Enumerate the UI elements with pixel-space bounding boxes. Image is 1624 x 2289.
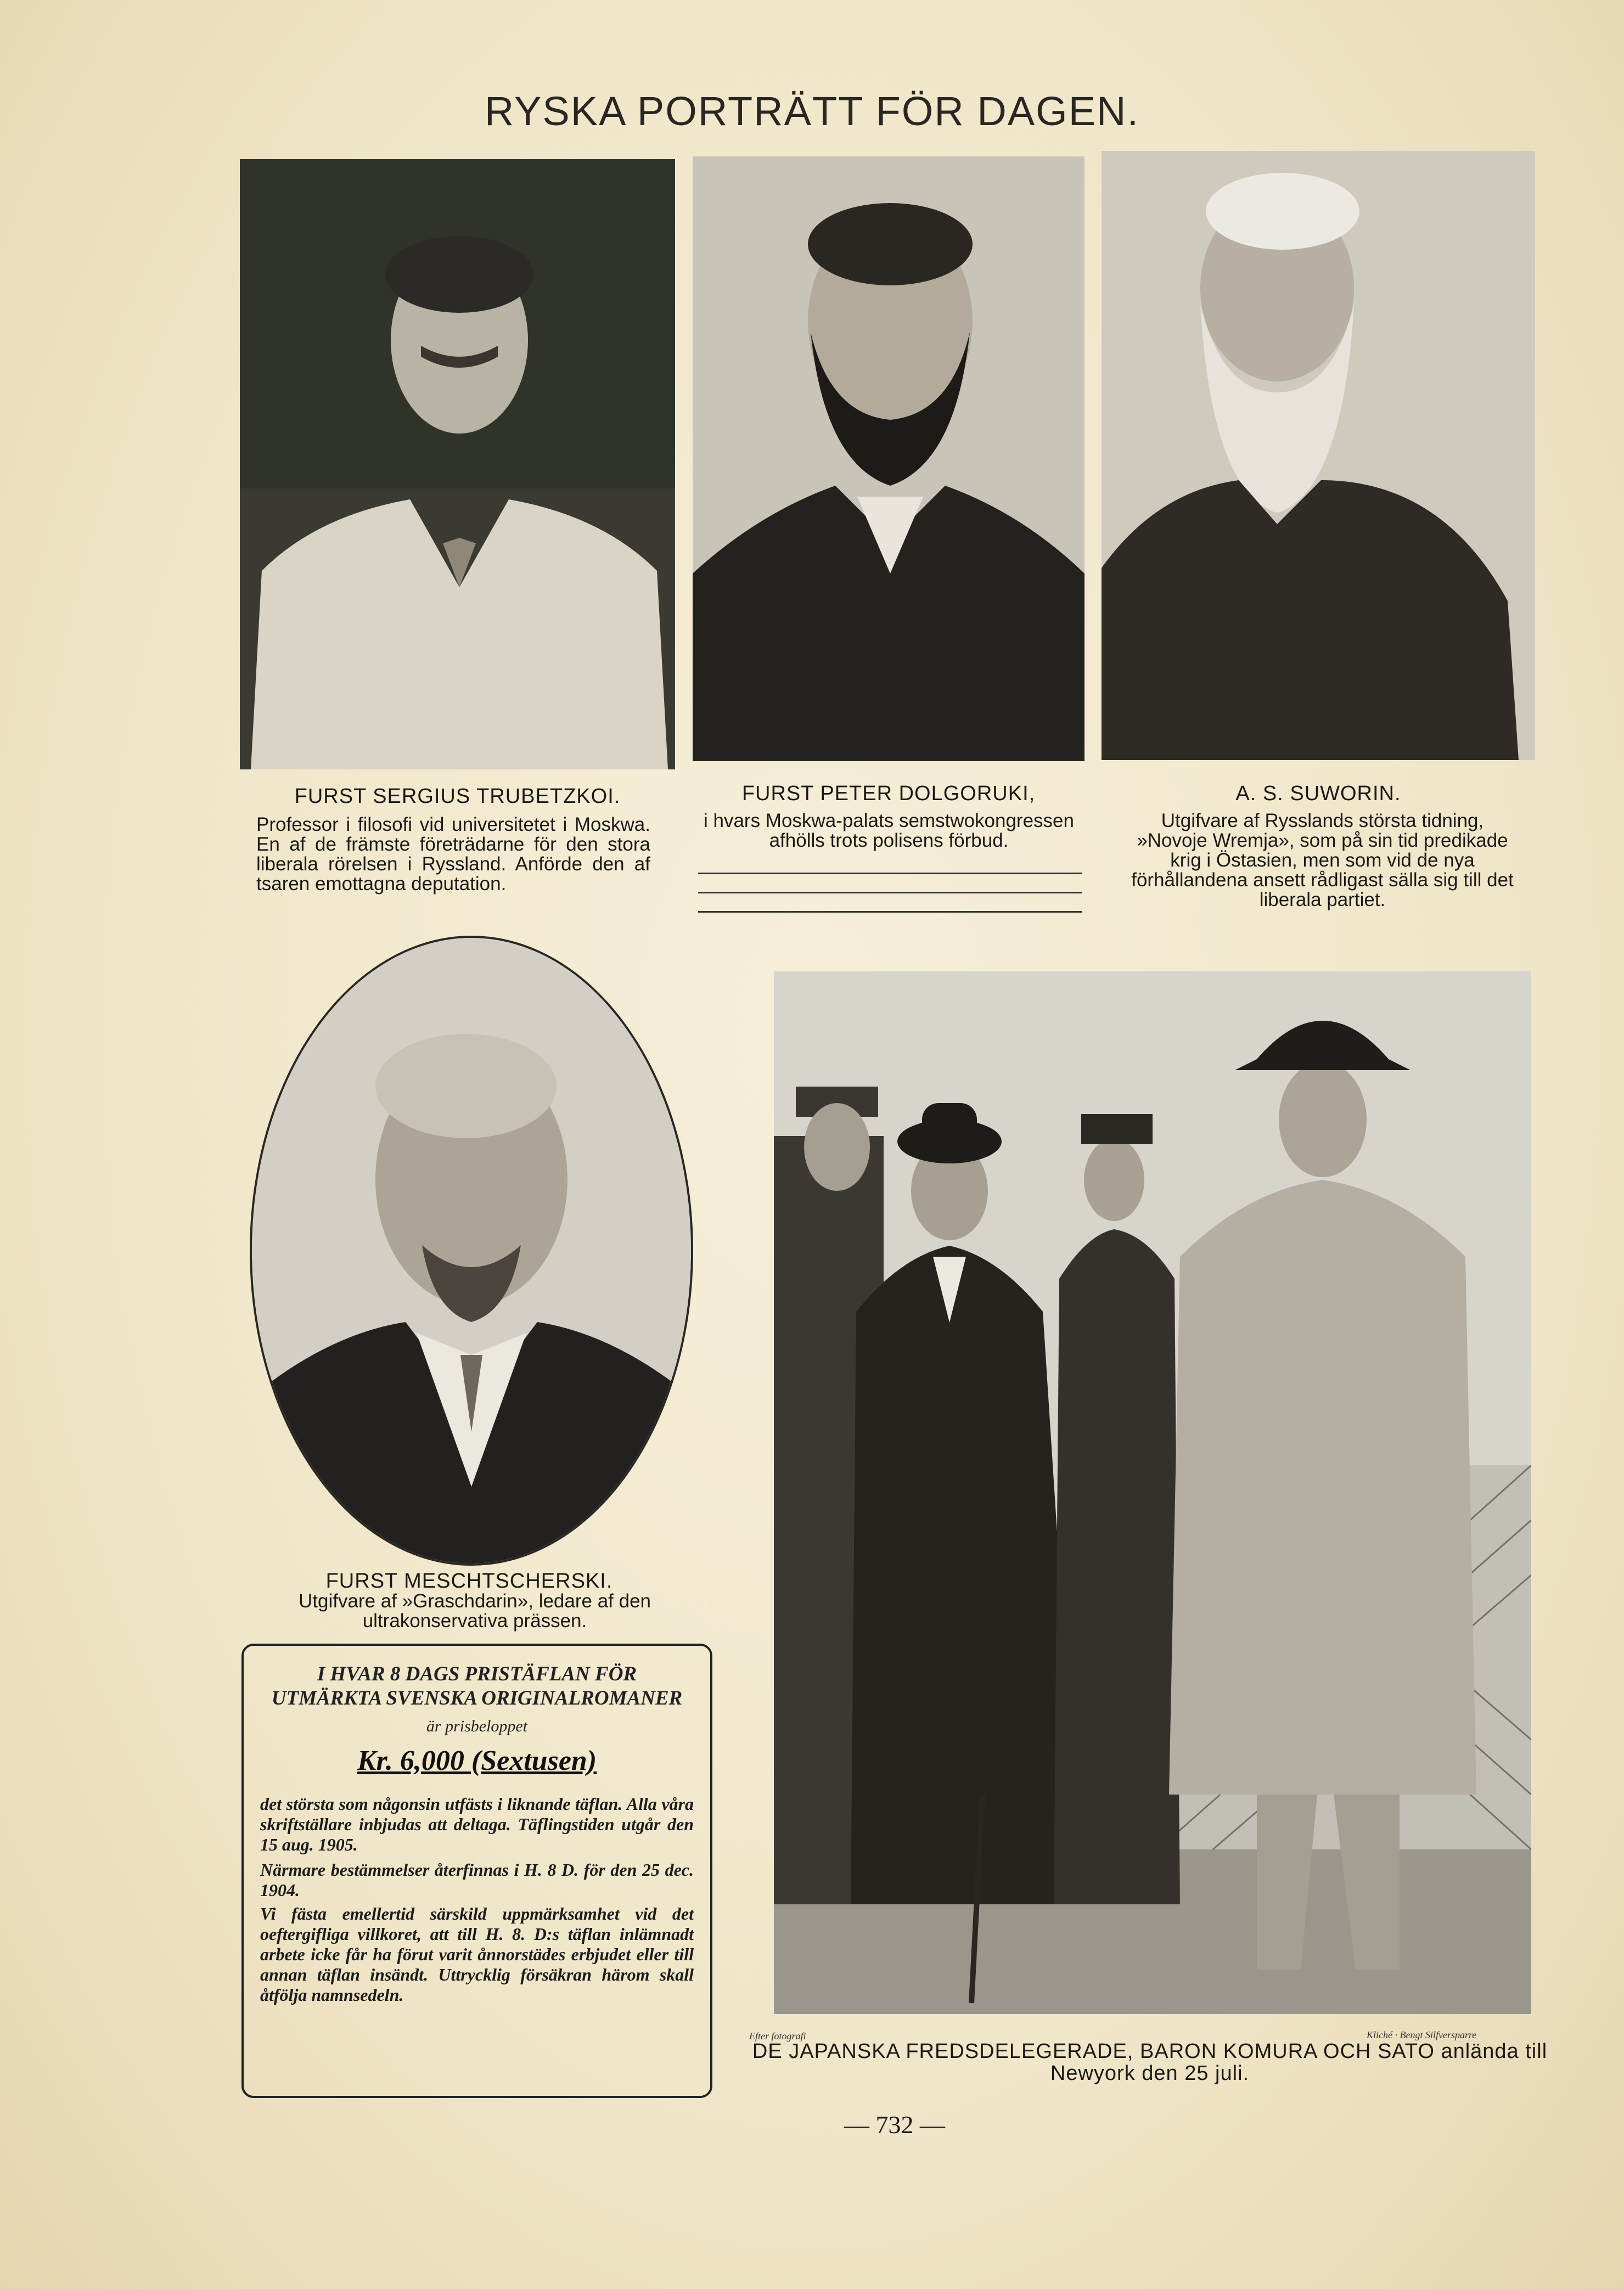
portrait-suworin-photo	[1102, 151, 1535, 760]
suworin-caption: Utgifvare af Rysslands största tidning, »Novoje Wremja», som på sin tid predikade krig i Östasien, men som vid de nya förhållandena ansett rådligast sälla sig till det liberala partiet.	[1131, 810, 1514, 910]
meschtscherski-caption: Utgifvare af »Graschdarin», ledare af den ultrakonservativa prässen.	[298, 1590, 651, 1632]
prize-amount: Kr. 6,000 (Sextusen)	[357, 1745, 597, 1776]
portrait-meschtscherski-photo	[250, 936, 693, 1566]
portrait-image	[252, 938, 691, 1564]
page-title: RYSKA PORTRÄTT FÖR DAGEN.	[484, 88, 1140, 134]
prize-announcement-box	[241, 1644, 712, 2098]
photo-credit-right: Kliché · Bengt Silfversparre	[1367, 2029, 1477, 2040]
delegates-group-photo	[774, 971, 1531, 2014]
group-photo-image	[774, 971, 1531, 2014]
trubetzkoi-name: FURST SERGIUS TRUBETZKOI.	[294, 785, 621, 808]
portrait-image	[693, 156, 1084, 761]
suworin-name: A. S. SUWORIN.	[1235, 782, 1401, 805]
divider-rule	[698, 873, 1082, 874]
portrait-image	[1102, 151, 1535, 760]
portrait-image	[240, 159, 675, 769]
dolgoruki-caption: i hvars Moskwa-palats semstwokongressen afhölls trots polisens förbud.	[704, 810, 1074, 851]
prize-heading: I HVAR 8 DAGS PRISTÄFLAN FÖR UTMÄRKTA SVENSKA ORIGINALROMANER	[271, 1663, 683, 1709]
trubetzkoi-caption: Professor i filosofi vid universitetet i Moskwa. En af de främste företrädarne för den stora liberala rörelsen i Ryssland. Anförde den af tsaren emottagna deputation.	[256, 814, 650, 895]
dolgoruki-name: FURST PETER DOLGORUKI,	[741, 782, 1036, 805]
portrait-trubetzkoi-photo	[240, 159, 675, 769]
group-photo-caption: DE JAPANSKA FREDSDELEGERADE, BARON KOMURA OCH SATO anlända till Newyork den 25 juli.	[752, 2040, 1548, 2085]
prize-subheading: är prisbeloppet	[426, 1717, 528, 1735]
portrait-dolgoruki-photo	[693, 156, 1084, 761]
divider-rule	[698, 892, 1082, 893]
photo-credit-left: Efter fotografi	[749, 2031, 806, 2041]
prize-paragraph-2: Närmare bestämmelser återfinnas i H. 8 D. för den 25 dec. 1904.	[260, 1860, 694, 1900]
meschtscherski-name: FURST MESCHTSCHERSKI.	[325, 1570, 613, 1593]
prize-paragraph-1: det största som någonsin utfästs i liknande täflan. Alla våra skriftställare inbjudas att deltaga. Täflingstiden utgår den 15 aug. 1905.	[260, 1794, 694, 1854]
prize-paragraph-3: Vi fästa emellertid särskild uppmärksamhet vid det oeftergifliga villkoret, att till H. 8. D:s täflan inlämnadt arbete icke får ha förut varit ånnorstädes erbjudet eller till annan täflan insändt. Uttrycklig försäkran härom skall åtfölja namnsedeln.	[260, 1904, 694, 2005]
divider-rule	[698, 911, 1082, 913]
page-number: — 732 —	[844, 2111, 945, 2139]
